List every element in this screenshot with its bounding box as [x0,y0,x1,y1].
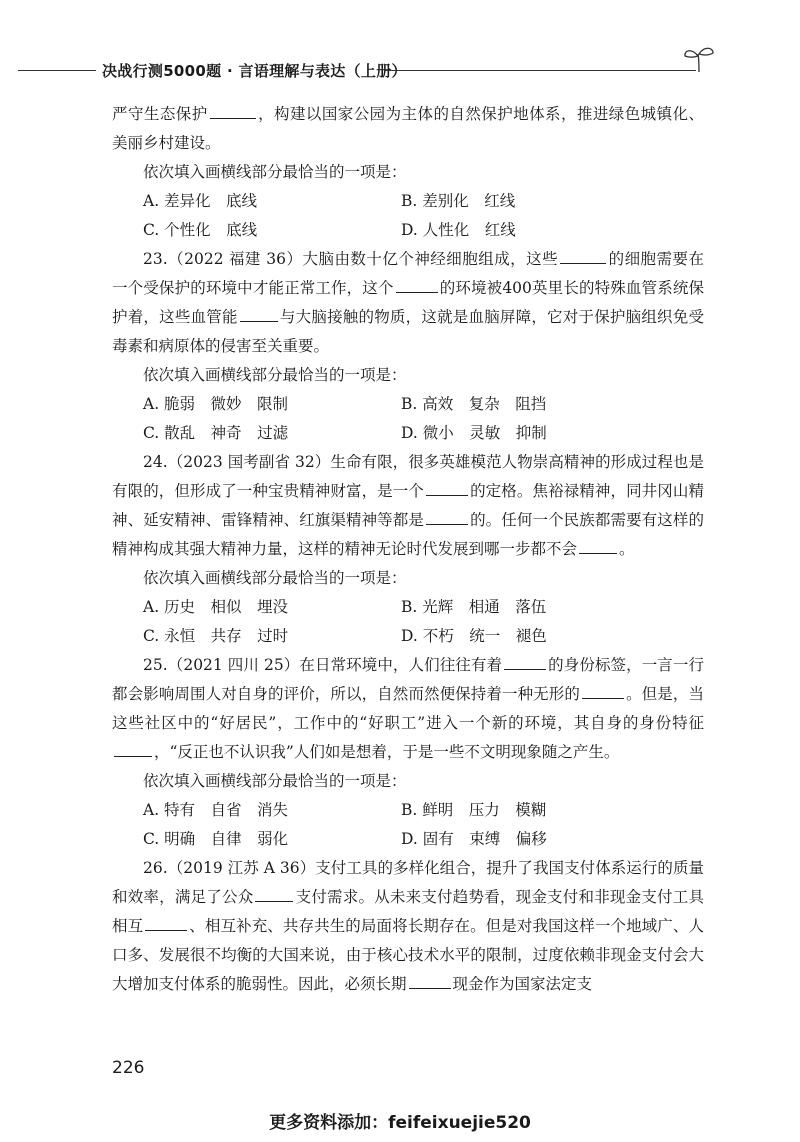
options-grid [112,390,704,448]
page-number: 226 [112,1058,145,1078]
option-d: D. 不朽 统一 褪色 [401,627,547,645]
options-grid [112,593,704,651]
option-c: C. 明确 自律 弱化 [143,830,289,848]
option-b: B. 差别化 红线 [401,192,516,210]
sprout-icon [682,44,716,74]
option-d: D. 微小 灵敏 抑制 [401,424,547,442]
option-b: B. 鲜明 压力 模糊 [401,801,547,819]
book-title: 决战行测5000题 · 言语理解与表达（上册） [102,62,407,80]
answer-blank [240,304,278,322]
footer-note: 更多资料添加：feifeixuejie520 [269,1113,531,1133]
option-a: A. 历史 相似 埋没 [143,598,289,616]
answer-blank [409,971,451,989]
answer-blank [504,652,546,670]
option-a: A. 脆弱 微妙 限制 [143,395,289,413]
option-d: D. 人性化 红线 [401,221,516,239]
question-26: 26.（2019 江苏 A 36）支付工具的多样化组合，提升了我国支付体系运行的质量和效率，满足了公众 支付需求。从未来支付趋势看，现金支付和非现金支付工具相互 、相互补充、共存共生的局面将长期存在。但是对我国这样一个地域广、人口多、发展很不均衡的大国来说，由于核心技术水平的限制，过度依赖非现金支付会大大增加支付体系的脆弱性。因此，必须长期 现金作为国家法定支 [112,859,704,993]
options-grid [112,796,704,854]
answer-blank [255,884,293,902]
answer-blank [582,681,624,699]
passage-continuation: 严守生态保护 ，构建以国家公园为主体的自然保护地体系，推进绿色城镇化、美丽乡村建设。 [112,100,704,158]
answer-blank [560,246,606,264]
instruction: 依次填入画横线部分最恰当的一项是： [143,569,407,587]
instruction: 依次填入画横线部分最恰当的一项是： [143,366,407,384]
option-c: C. 永恒 共存 过时 [143,627,289,645]
option-b: B. 光辉 相通 落伍 [401,598,547,616]
question-25: 25.（2021 四川 25）在日常环境中，人们往往有着 的身份标签，一言一行都会影响周围人对自身的评价，所以，自然而然便保持着一种无形的 。但是，当这些社区中的“好居民”，工作中的“好职工”进入一个新的环境，其自身的身份特征，“反正也不认识我”人们如是想着，于是一些不文明现象随之产生。 [112,651,704,767]
option-c: C. 个性化 底线 [143,221,258,239]
question-23: 23.（2022 福建 36）大脑由数十亿个神经细胞组成，这些 的细胞需要在一个受保护的环境中才能正常工作，这个 的环境被400英里长的特殊血管系统保护着，这些血管能 与大脑接触的物质，这就是血脑屏障，它对于保护脑组织免受毒素和病原体的侵害至关重要。 [112,245,704,361]
page-content [112,100,704,999]
answer-blank [396,275,438,293]
option-a: A. 特有 自省 消失 [143,801,289,819]
option-c: C. 散乱 神奇 过滤 [143,424,289,442]
question-24: 24.（2023 国考副省 32）生命有限，很多英雄模范人物崇高精神的形成过程也是有限的，但形成了一种宝贵精神财富，是一个 的定格。焦裕禄精神，同井冈山精神、延安精神、雷锋精神、红旗渠精神等都是 的。任何一个民族都需要有这样的精神构成其强大精神力量，这样的精神无论时代发展到哪一步都不会 。 [112,453,704,558]
option-d: D. 固有 束缚 偏移 [401,830,547,848]
header-rule-right [384,70,696,71]
options-grid [112,187,704,245]
header-rule-left [18,70,96,71]
answer-blank [426,507,468,525]
answer-blank [145,913,187,931]
running-header [0,52,800,92]
answer-blank [426,478,468,496]
option-a: A. 差异化 底线 [143,192,258,210]
answer-blank [114,739,152,757]
option-b: B. 高效 复杂 阻挡 [401,395,547,413]
instruction: 依次填入画横线部分最恰当的一项是： [143,163,407,181]
answer-blank [210,101,256,119]
instruction: 依次填入画横线部分最恰当的一项是： [143,772,407,790]
answer-blank [579,536,617,554]
